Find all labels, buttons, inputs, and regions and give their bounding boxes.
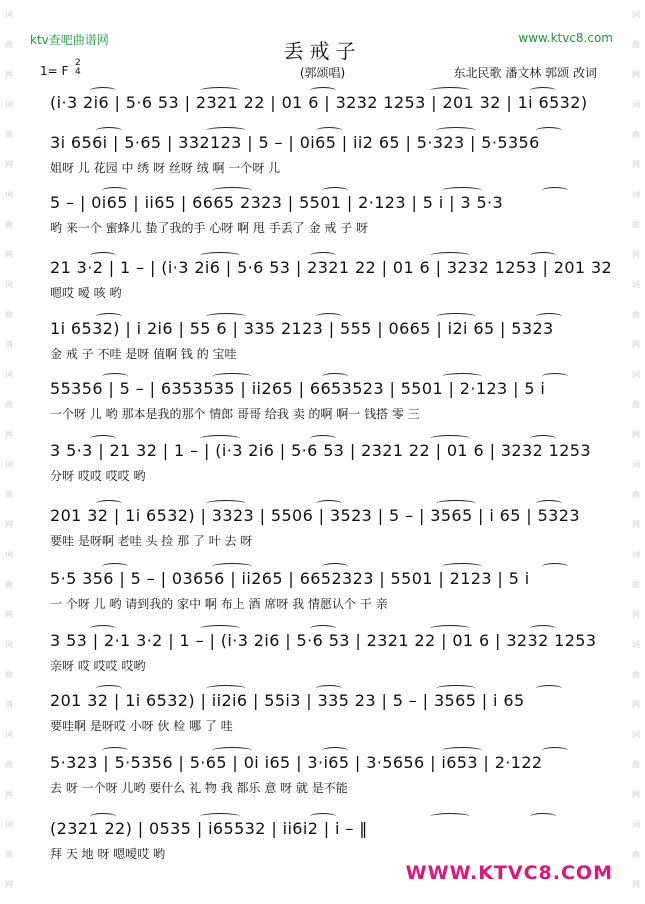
slur-mark [436,127,476,134]
slur-mark [96,500,122,507]
slur-mark [322,563,348,570]
watermark-char: 网 [5,250,13,259]
notation-line: 3i 656i | 5·65 | 332123 | 5 – | 0i65 | ii2 65 | 5·323 | 5·5356 [50,133,540,152]
score-system [50,440,602,490]
slur-mark [530,813,556,820]
slur-mark [200,813,240,820]
score-system [50,132,602,182]
slur-mark [310,87,336,94]
lyrics-line: 一个呀 儿 哟 那本是我的那个 情郎 哥哥 给我 卖 的啊 啊一 钱搭 零 三 [50,407,420,421]
watermark-char: 词 [5,730,13,739]
composer-credits: 东北民歌 潘文林 郭颂 改词 [453,66,597,80]
slur-mark [212,747,252,754]
watermark-char: 曲 [5,310,13,319]
watermark-char: 网 [632,70,640,79]
watermark-char: 网 [5,340,13,349]
slur-mark [542,187,568,194]
lyrics-line: 亲呀 哎 哎哎 哎哟 [50,659,146,673]
score-system [50,505,602,555]
notation-line: 3 53 | 2·1 3·2 | 1 – | (i·3 2i6 | 5·6 53 | 2321 22 | 01 6 | 3232 1253 [50,631,597,650]
watermark-char: 词 [5,550,13,559]
slur-mark [96,313,122,320]
notation-line: 21 3·2 | 1 – | (i·3 2i6 | 5·6 53 | 2321 22 | 01 6 | 3232 1253 | 201 32 [50,258,613,277]
watermark-char: 词 [5,460,13,469]
watermark-char: 网 [5,430,13,439]
watermark-char: 曲 [632,580,640,589]
score-system [50,192,602,242]
watermark-char: 词 [5,640,13,649]
slur-mark [322,747,348,754]
slur-mark [206,127,246,134]
watermark-char: 曲 [5,130,13,139]
slur-mark [200,252,240,259]
notation-line: 201 32 | 1i 6532) | ii2i6 | 55i3 | 335 23 | 5 – | 3565 | i 65 [50,691,525,710]
watermark-char: 网 [632,790,640,799]
lyrics-line: 去 呀 一个呀 儿哟 要什么 礼 物 我 都乐 意 呀 就 是不能 [50,781,348,795]
lyrics-line: 拜 天 地 呀 嗯嗳哎 哟 [50,847,166,861]
slur-mark [530,625,556,632]
slur-mark [200,87,240,94]
score-system [50,630,602,680]
watermark-char: 网 [5,610,13,619]
watermark-char: 曲 [5,400,13,409]
watermark-char: 词 [5,280,13,289]
score-system [50,568,602,618]
watermark-char: 曲 [632,400,640,409]
score-system [50,378,602,428]
watermark-char: 网 [5,70,13,79]
watermark-char: 曲 [632,670,640,679]
watermark-char: 网 [5,520,13,529]
watermark-char: 词 [632,280,640,289]
slur-mark [96,127,122,134]
watermark-char: 词 [5,10,13,19]
singer-credit: (郭颂唱) [299,66,346,80]
slur-mark [310,435,336,442]
slur-mark [530,435,556,442]
slur-mark [102,747,128,754]
slur-mark [212,373,252,380]
song-title: 丢戒子 [283,39,362,63]
watermark-char: 曲 [632,130,640,139]
notation-line: 3 5·3 | 21 32 | 1 – | (i·3 2i6 | 5·6 53 | 2321 22 | 01 6 | 3232 1253 [50,441,591,460]
slur-mark [90,252,116,259]
site-name-left[interactable]: ktv查吧曲谱网 [30,33,109,47]
slur-mark [90,87,116,94]
slur-mark [206,500,246,507]
score-system [50,257,613,307]
slur-mark [316,127,342,134]
watermark-char: 曲 [632,850,640,859]
watermark-char: 曲 [632,760,640,769]
slur-mark [212,563,252,570]
watermark-char: 词 [5,100,13,109]
watermark-char: 词 [632,10,640,19]
watermark-char: 网 [632,250,640,259]
watermark-char: 曲 [5,760,13,769]
watermark-char: 曲 [5,850,13,859]
notation-line: (2321 22) | 0535 | i65532 | ii6i2 | i – ‖ [50,819,368,838]
slur-mark [430,87,470,94]
watermark-char: 词 [632,370,640,379]
slur-mark [436,313,476,320]
watermark-char: 词 [5,190,13,199]
watermark-char: 词 [632,550,640,559]
slur-mark [442,747,482,754]
watermark-char: 网 [632,880,640,889]
notation-line: (i·3 2i6 | 5·6 53 | 2321 22 | 01 6 | 3232 1253 | 201 32 | 1i 6532) [50,93,588,112]
watermark-char: 网 [632,700,640,709]
site-url-right[interactable]: www.ktvc8.com [518,31,613,45]
watermark-char: 词 [5,820,13,829]
watermark-left [2,0,16,904]
slur-mark [316,685,342,692]
watermark-char: 词 [632,640,640,649]
slur-mark [200,625,240,632]
watermark-char: 网 [5,880,13,889]
slur-mark [536,685,562,692]
slur-mark [310,625,336,632]
watermark-right [629,0,643,904]
watermark-char: 词 [632,190,640,199]
slur-mark [322,373,348,380]
slur-mark [542,563,568,570]
notation-line: 5 – | 0i65 | ii65 | 6665 2323 | 5501 | 2·123 | 5 i | 3 5·3 [50,193,504,212]
slur-mark [102,187,128,194]
watermark-char: 词 [632,460,640,469]
watermark-char: 曲 [632,40,640,49]
lyrics-line: 哟 来一个 蜜蜂儿 蛰了我的手 心呀 啊 甩 手丢了 金 戒 子 呀 [50,221,368,235]
site-logo[interactable]: WWW.KTVC8.COM [405,862,613,884]
slur-mark [200,435,240,442]
watermark-char: 网 [632,160,640,169]
lyrics-line: 金 戒 子 不哇 是呀 值啊 钱 的 宝哇 [50,347,237,361]
watermark-char: 网 [632,340,640,349]
slur-mark [90,625,116,632]
slur-mark [542,373,568,380]
slur-mark [442,373,482,380]
watermark-char: 曲 [5,670,13,679]
slur-mark [536,500,562,507]
watermark-char: 曲 [632,310,640,319]
slur-mark [442,563,482,570]
slur-mark [90,435,116,442]
slur-mark [316,500,342,507]
slur-mark [206,685,246,692]
slur-mark [430,252,470,259]
watermark-char: 网 [632,610,640,619]
slur-mark [322,187,348,194]
watermark-char: 曲 [5,220,13,229]
slur-mark [430,813,470,820]
notation-line: 5·5 356 | 5 – | 03656 | ii265 | 6652323 | 5501 | 2123 | 5 i [50,569,530,588]
slur-mark [436,685,476,692]
lyrics-line: 要哇啊 是呀哎 小呀 伙 检 哪 了 哇 [50,719,233,733]
lyrics-line: 一 个呀 儿 哟 请到我的 家中 啊 布上 酒 席呀 我 情愿认个 干 亲 [50,597,388,611]
slur-mark [442,187,482,194]
score-system [50,752,602,802]
watermark-char: 网 [5,790,13,799]
slur-mark [310,813,336,820]
score-system [50,318,602,368]
notation-line: 5·323 | 5·5356 | 5·65 | 0i i65 | 3·i65 | 3·5656 | i653 | 2·122 [50,753,543,772]
watermark-char: 网 [5,160,13,169]
slur-mark [310,252,336,259]
slur-mark [536,313,562,320]
watermark-char: 曲 [5,490,13,499]
lyrics-line: 分呀 哎哎 哎哎 哟 [50,469,146,483]
time-sig-top: 2 [75,58,81,68]
slur-mark [430,625,470,632]
time-sig-bottom: 4 [75,67,81,77]
watermark-char: 曲 [632,220,640,229]
slur-mark [96,685,122,692]
slur-mark [430,435,470,442]
watermark-char: 词 [632,730,640,739]
slur-mark [530,87,556,94]
watermark-char: 曲 [5,40,13,49]
key-signature: 1= F [40,64,69,78]
notation-line: 55356 | 5 – | 6353535 | ii265 | 6653523 | 5501 | 2·123 | 5 i [50,379,546,398]
slur-mark [212,187,252,194]
slur-mark [90,813,116,820]
watermark-char: 词 [5,370,13,379]
lyrics-line: 姐呀 儿 花园 中 绣 呀 丝呀 绒 啊 一个呀 儿 [50,161,281,175]
slur-mark [316,313,342,320]
slur-mark [542,747,568,754]
slur-mark [436,500,476,507]
watermark-char: 曲 [5,580,13,589]
watermark-char: 词 [632,100,640,109]
score-system [50,690,602,740]
slur-mark [536,127,562,134]
watermark-char: 词 [632,820,640,829]
watermark-char: 曲 [632,490,640,499]
watermark-char: 网 [5,700,13,709]
slur-mark [102,563,128,570]
notation-line: 1i 6532) | i 2i6 | 55 6 | 335 2123 | 555 | 0665 | i2i 65 | 5323 [50,319,554,338]
slur-mark [102,373,128,380]
score-system [50,818,602,868]
slur-mark [530,252,556,259]
slur-mark [206,313,246,320]
notation-line: 201 32 | 1i 6532) | 3323 | 5506 | 3523 | 5 – | 3565 | i 65 | 5323 [50,506,580,525]
watermark-char: 网 [632,430,640,439]
lyrics-line: 嗯哎 嗳 咳 哟 [50,286,122,300]
lyrics-line: 要哇 是呀啊 老哇 头 捡 那 了 叶 去 呀 [50,534,253,548]
watermark-char: 网 [632,520,640,529]
